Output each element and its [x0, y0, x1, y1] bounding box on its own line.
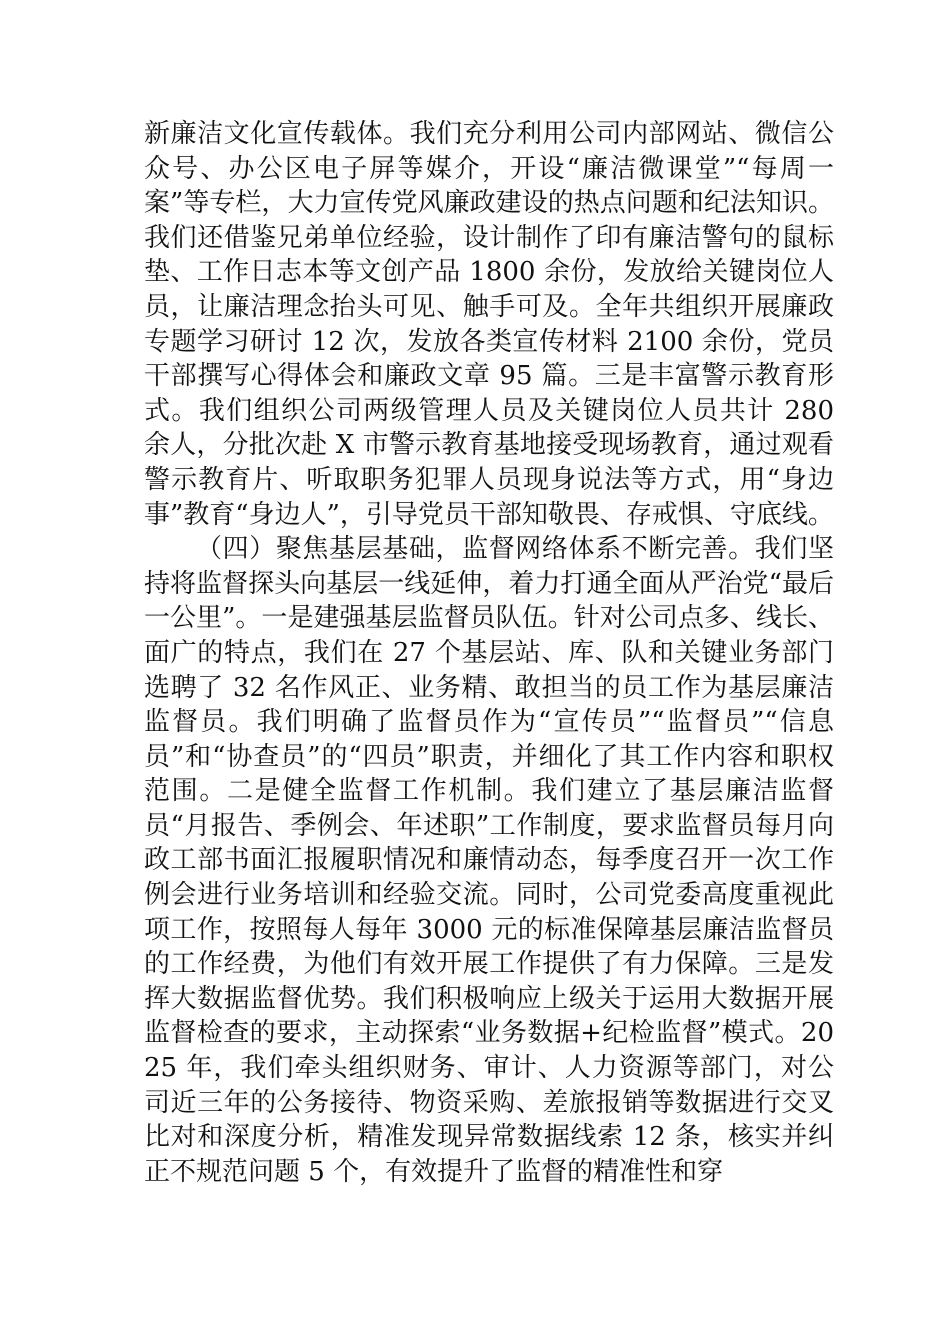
paragraph-2: （四）聚焦基层基础，监督网络体系不断完善。我们坚持将监督探头向基层一线延伸，着力打通全面从严治党“最后一公里”。一是建强基层监督员队伍。针对公司点多、线长、面广的特点，我们在 27 个基层站、库、队和关键业务部门选聘了 32 名作风正、业务精、敢担当的员工作为基层廉洁监督员。我们明确了监督员作为“宣传员”“监督员”“信息员”和“协查员”的“四员”职责，并细化了其工作内容和职权范围。二是健全监督工作机制。我们建立了基层廉洁监督员“月报告、季例会、年述职”工作制度，要求监督员每月向政工部书面汇报履职情况和廉情动态，每季度召开一次工作例会进行业务培训和经验交流。同时，公司党委高度重视此项工作，按照每人每年 3000 元的标准保障基层廉洁监督员的工作经费，为他们有效开展工作提供了有力保障。三是发挥大数据监督优势。我们积极响应上级关于运用大数据开展监督检查的要求，主动探索“业务数据+纪检监督”模式。2025 年，我们牵头组织财务、审计、人力资源等部门，对公司近三年的公务接待、物资采购、差旅报销等数据进行交叉比对和深度分析，精准发现异常数据线索 12 条，核实并纠正不规范问题 5 个，有效提升了监督的精准性和穿 [144, 534, 834, 1187]
paragraph-1: 新廉洁文化宣传载体。我们充分利用公司内部网站、微信公众号、办公区电子屏等媒介，开设“廉洁微课堂”“每周一案”等专栏，大力宣传党风廉政建设的热点问题和纪法知识。我们还借鉴兄弟单位经验，设计制作了印有廉洁警句的鼠标垫、工作日志本等文创产品 1800 余份，发放给关键岗位人员，让廉洁理念抬头可见、触手可及。全年共组织开展廉政专题学习研讨 12 次，发放各类宣传材料 2100 余份，党员干部撰写心得体会和廉政文章 95 篇。三是丰富警示教育形式。我们组织公司两级管理人员及关键岗位人员共计 280 余人，分批次赴 X 市警示教育基地接受现场教育，通过观看警示教育片、听取职务犯罪人员现身说法等方式，用“身边事”教育“身边人”，引导党员干部知敬畏、存戒惧、守底线。 [144, 119, 834, 530]
document-body [144, 117, 834, 1189]
